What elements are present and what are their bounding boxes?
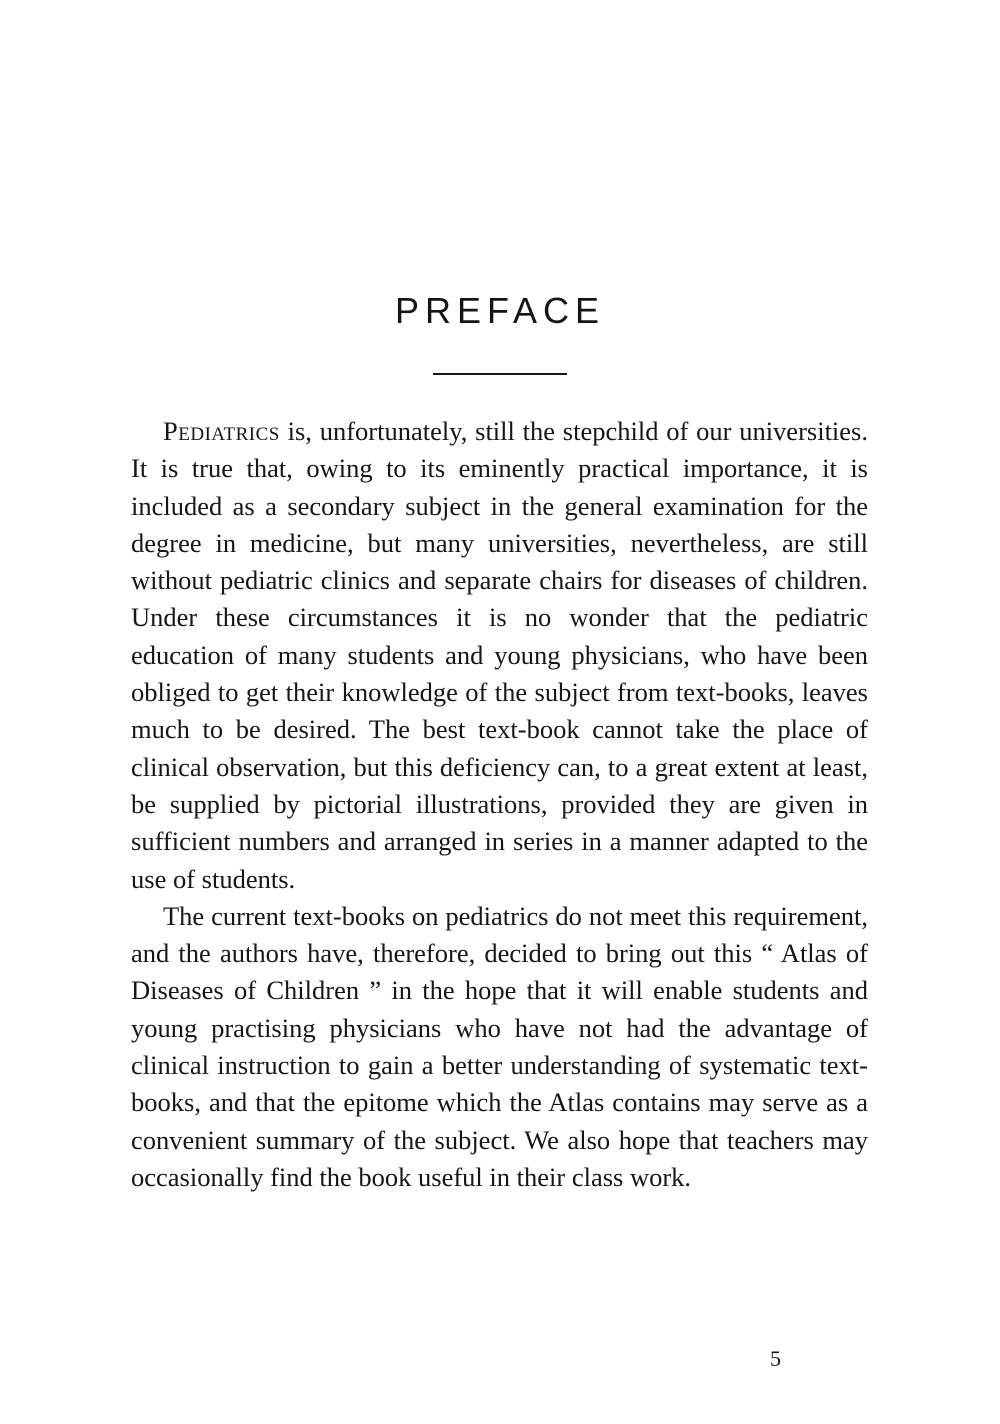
paragraph-2-text: The current text-books on pediatrics do not meet this requirement, and the authors have, therefore, decided to bring out this “ Atlas of Diseases of Children ” in the hope that it will enable students and young practising physicians who have not had the advantage of clinical instruction to gain a better understanding of systematic text-books, and that the epitome which the Atlas contains may serve as a convenient summary of the subject. We also hope that teachers may occasionally find the book useful in their class work.: [131, 900, 868, 1192]
preface-body: [131, 413, 868, 1196]
page-title: PREFACE: [394, 290, 606, 331]
paragraph-1: [131, 413, 868, 898]
paragraph-2: [131, 898, 868, 1196]
paragraph-1-text: is, unfortunately, still the stepchild of our universities. It is true that, owing to its eminently practical importance, it is included as a secondary subject in the general examination for the degree in medicine, but many universities, nevertheless, are still without pediatric clinics and separate chairs for diseases of children. Under these circumstances it is no wonder that the pediatric education of many students and young physicians, who have been obliged to get their knowledge of the subject from text-books, leaves much to be desired. The best text-book cannot take the place of clinical observation, but this deficiency can, to a great extent at least, be supplied by pictorial illustrations, provided they are given in sufficient numbers and arranged in series in a manner adapted to the use of students.: [131, 416, 868, 894]
page-number: 5: [770, 1346, 781, 1371]
paragraph-1-lead: Pediatrics: [163, 416, 280, 446]
title-rule: [433, 373, 567, 375]
